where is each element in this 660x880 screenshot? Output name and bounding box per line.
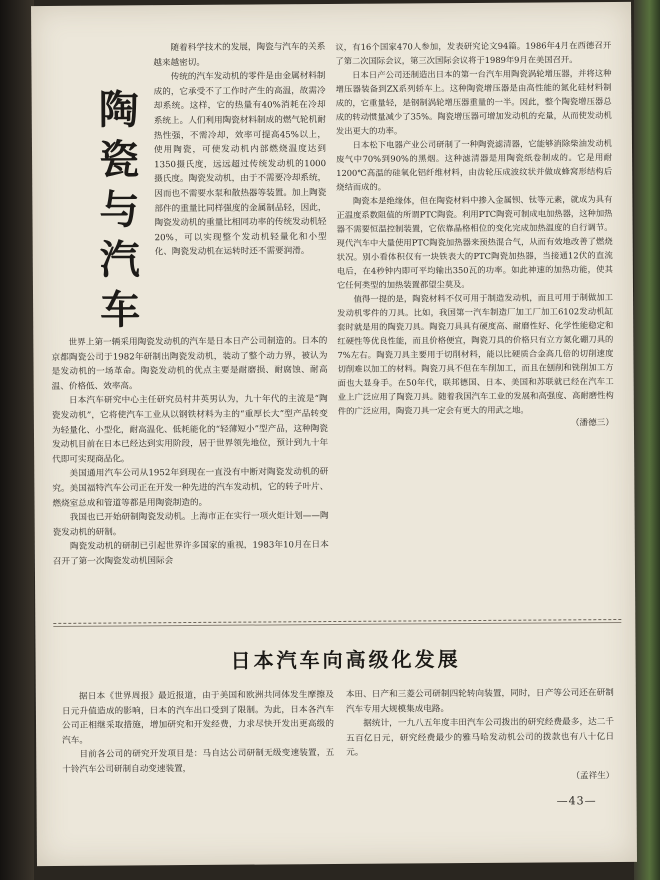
paragraph: 传统的汽车发动机的零件是由金属材料制成的，它承受不了工作时产生的高温，故需冷却系统。这样，它的热量有40%消耗在冷却系统上。人们利用陶瓷材料制成的燃气轮机耐热性强，不需冷却，效率可提高45%以上，使用陶瓷，可使发动机内部燃烧温度达到1350摄氏度，远远超过传统发动机的1000摄氏度。陶瓷发动机，由于不需要冷却系统，因而也不需要水泵和散热器等装置。加上陶瓷部件的重量比同样强度的金属制品轻，因此，陶瓷发动机的重量比相同功率的传统发动机轻20%，可以实现整个发动机轻量化和小型化、陶瓷发动机在运转时还不需要润滑。 [153,71,327,258]
paragraph: 据统计，一九八五年度丰田汽车公司拨出的研究经费最多，达二千五百亿日元，研究经费最少的雅马哈发动机公司的拨款也有八十亿日元。 [346,717,615,759]
paragraph: 陶瓷本是绝缘体，但在陶瓷材料中掺入金属钡、钛等元素，就成为具有正温度系数阻值的所谓PTC陶瓷。利用PTC陶瓷可制成电加热器，这种加热器不需要恒温控制装置，它依靠晶格相位的变化完成加热温度的自行调节。现代汽车中大量使用PTC陶瓷加热器来预热混合气，从而有效地改善了燃烧状况。别小看体积仅有一块铁表大的PTC陶瓷加热器，当接通12伏的直流电后，在4秒钟内即可平均输出350瓦的功率。如此神速的加热功能，使其它任何类型的加热装置都望尘莫及。 [336,194,613,290]
paragraph: 世界上第一辆采用陶瓷发动机的汽车是日本日产公司制造的。日本的京都陶瓷公司于1982年研制出陶瓷发动机，装动了整个动力界，被认为是发动机的一场革命。陶瓷发动机的优点主要是耐磨损、耐腐蚀、耐高温、价格低、效率高。 [51,336,328,392]
magazine-page [31,2,637,866]
article2-title: 日本汽车向高级化发展 [230,647,461,673]
article1-left-column-lower [51,334,329,569]
background-edge [634,0,660,880]
paragraph: 议，有16个国家470人参加，发表研究论文94篇。1986年4月在西德召开了第二次国际会议，第三次国际会议将于1989年9月在美国召开。 [335,40,612,66]
paragraph: 美国通用汽车公司从1952年到现在一直没有中断对陶瓷发动机的研究。美国福特汽车公司正在开发一种先进的汽车发动机，它的转子叶片、燃烧室总成和管道等都是用陶瓷制造的。 [52,467,329,509]
paragraph: 我国也已开始研制陶瓷发动机。上海市正在实行一项火炬计划——陶瓷发动机的研制。 [52,511,329,538]
paragraph: 据日本《世界周报》最近报道，由于美国和欧洲共同体发生摩擦及日元升值造成的影响，日本的汽车出口受到了限制。为此，日本各汽车公司正相继采取措施，增加研究和开发经费，力求尽快开发出更高级的汽车。 [61,690,335,746]
paragraph: 日本汽车研究中心主任研究员村井英男认为，九十年代的主流是“陶瓷发动机”，它将使汽车工业从以钢铁材料为主的“重厚长大”型产品转变为轻量化、小型化，耐高温化、低耗能化的“轻薄短小”型产品，这种陶瓷发动机目前在日本已经达到实用阶段，居于世界领先地位，预计到九十年代即可实现商品化。 [51,394,329,465]
page-number: —43— [556,794,597,808]
title-char: 汽 [99,237,140,284]
title-char: 陶 [98,87,139,134]
paragraph: 陶瓷发动机的研制已引起世界许多国家的重视，1983年10月在日本召开了第一次陶瓷发动机国际会 [52,540,329,567]
article1-right-column [335,38,614,432]
article2-left-column [62,688,335,777]
paragraph: 本田、日产和三菱公司研制四轮转向装置，同时，日产等公司还在研制汽车专用大规模集成电路。 [345,688,614,715]
book-spine-shadow [0,0,34,880]
author-signature: （潘德三） [570,418,614,429]
title-char: 与 [99,187,140,234]
paragraph: 随着科学技术的发展，陶瓷与汽车的关系越来越密切。 [153,42,326,68]
paragraph: 目前各公司的研究开发项目是：马自达公司研制无级变速装置，五十铃汽车公司研制自动变速装置， [62,748,335,775]
paragraph: 值得一提的是，陶瓷材料不仅可用于制造发动机，而且可用于制做加工发动机零件的刀具。比如，我国第一汽车制造厂加工厂加工6102发动机缸套时就是用的陶瓷刀具。陶瓷刀具具有硬度高、耐磨性好、化学性能稳定和红硬性等优良性能，而且价格便宜，陶瓷刀具的价格只有立方氮化硼刀具的7%左右。陶瓷刀具主要用于切削材料，能以比硬质合金高几倍的切削速度切削难以加工的材料。陶瓷刀具不但在车削加工，而且在刨削和铣削加工方面也大显身手。在50年代，联邦德国、日本、美国和苏联就已经在汽车工业上广泛应用了陶瓷刀具。随着我国汽车工业的发展和高强度、高耐磨性构件的广泛应用，陶瓷刀具一定会有更大的用武之地。 [337,292,614,416]
article2-right-column [346,686,615,785]
author-signature: （孟祥生） [571,771,615,782]
paragraph: 日本松下电器产业公司研制了一种陶瓷滤清器，它能够消除柴油发动机废气中70%到90%的黑烟。这种滤清器是用陶瓷纸卷制成的。它是用耐1200℃高温的硅氧化铝纤维材料，由齿轮压成波纹状并做成蜂窝形结构后烧结而成的。 [336,138,613,192]
title-char: 车 [99,287,141,334]
article1-title [84,85,156,335]
paragraph: 日本日产公司还制造出日本的第一台汽车用陶瓷涡轮增压器，并将这种增压器装备到ZX系列轿车上。这种陶瓷增压器是由高性能的氮化硅材料制成的，它重量轻，是钢制涡轮增压器重量的一半。因此，整个陶瓷增压器总成的转动惯量减少了35%。陶瓷增压器可增加发动机的充量，从而使发动机发出更大的功率。 [335,68,612,136]
article1-left-column-upper [153,40,327,260]
title-char: 瓷 [98,137,140,184]
